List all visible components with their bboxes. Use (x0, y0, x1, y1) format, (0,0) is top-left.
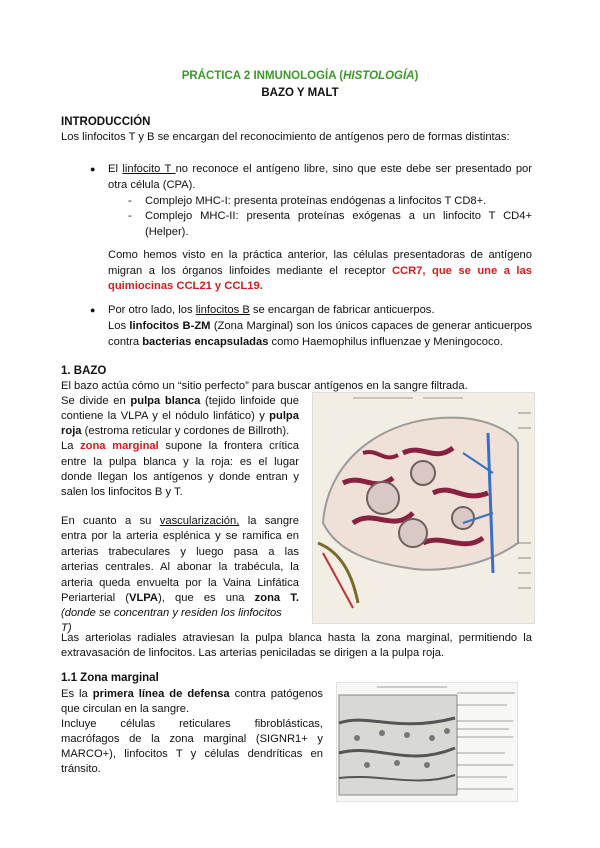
dash-1: - (128, 195, 132, 207)
vasc-l3: arterias trabeculares y luego pasa a las (61, 546, 299, 558)
zona-l1: Es la primera línea de defensa contra patógenos (61, 688, 323, 700)
marginal-zone-figure (336, 682, 518, 802)
arteriolas-l1: Las arteriolas radiales atraviesan la pulpa blanca hasta la zona marginal, permitiendo la (61, 632, 532, 644)
document-subtitle: BAZO Y MALT (261, 87, 339, 99)
bazo-l8: salen los linfocitos B y T. (61, 486, 183, 498)
arteriolas-l2: extravasación de linfocitos. Las arterias peniciladas se dirigen a la pulpa roja. (61, 647, 445, 659)
intro-heading: INTRODUCCIÓN (61, 116, 151, 128)
bazo-heading: 1. BAZO (61, 365, 107, 377)
zona-l4: macrófagos de la zona marginal (SIGNR1+ y (61, 733, 323, 745)
vasc-l2: entra por la arteria esplénica y se ramifica en (61, 530, 299, 542)
intro-paragraph: Los linfocitos T y B se encargan del reconocimiento de antígenos pero de formas distintas: (61, 131, 510, 143)
bazo-l2: Se divide en pulpa blanca (tejido linfoide que (61, 395, 299, 407)
zona-l3: Incluye células reticulares fibroblásticas, (61, 718, 323, 730)
bazo-l6: entre la pulpa blanca y la roja: es el lugar (61, 456, 299, 468)
bullet-dot-1: ● (90, 164, 96, 174)
spleen-illustration-icon (313, 393, 534, 623)
linfocitos-b-zm-l2: contra bacterias encapsuladas como Haemophilus influenzae y Meningococo. (108, 336, 503, 348)
mhc-i-item: Complejo MHC-I: presenta proteínas endógenas a linfocitos T CD8+. (145, 195, 487, 207)
bazo-l3: contiene la VLPA y el nódulo linfático) y pulpa (61, 410, 299, 422)
zona-l6: tránsito. (61, 763, 101, 775)
zona-marginal-heading: 1.1 Zona marginal (61, 672, 159, 684)
dash-2: - (128, 210, 132, 222)
vasc-l8: T) (61, 622, 72, 634)
mhc-ii-item-cont: (Helper). (145, 226, 189, 238)
vasc-l6: Periarterial (VLPA), que es una zona T. (61, 592, 299, 604)
bazo-l4: roja (estroma reticular y cordones de Billroth). (61, 425, 290, 437)
cpa-paragraph-l3: quimiocinas CCL21 y CCL19. (108, 280, 263, 292)
cpa-paragraph-l2: migran a los órganos linfoides mediante el receptor CCR7, que se une a las (108, 265, 532, 277)
marginal-zone-illustration-icon (337, 683, 517, 801)
vasc-l5: arteria queda envuelta por la Vaina Linfática (61, 577, 299, 589)
linfocitos-b-zm-l1: Los linfocitos B-ZM (Zona Marginal) son los únicos capaces de generar anticuerpos (108, 320, 532, 332)
vasc-l4: arterias centrales. Al abonar la trabécula, la (61, 561, 299, 573)
bazo-l7: donde llegan los antígenos y donde entran y (61, 471, 299, 483)
document-title: PRÁCTICA 2 INMUNOLOGÍA (HISTOLOGÍA) (181, 70, 419, 82)
bazo-intro: El bazo actúa cómo un “sitio perfecto” para buscar antígenos en la sangre filtrada. (61, 380, 468, 392)
cpa-paragraph-l1: Como hemos visto en la práctica anterior, las células presentadoras de antígeno (108, 249, 532, 261)
vasc-l1: En cuanto a su vascularización, la sangre (61, 515, 299, 527)
bullet-linfocito-t: El linfocito T no reconoce el antígeno libre, sino que este debe ser presentado por (108, 163, 533, 175)
mhc-ii-item: Complejo MHC-II: presenta proteínas exógenas a un linfocito T CD4+ (145, 210, 532, 222)
spleen-histology-figure (312, 392, 535, 624)
zona-l5: MARCO+), linfocitos T y células dendríticas en (61, 748, 323, 760)
zona-l2: que circulan en la sangre. (61, 703, 190, 715)
bullet-linfocitos-b: Por otro lado, los linfocitos B se encargan de fabricar anticuerpos. (108, 304, 435, 316)
vasc-l7: (donde se concentran y residen los linfocitos (61, 607, 282, 619)
bazo-l5: La zona marginal supone la frontera crítica (61, 440, 299, 452)
bullet-dot-2: ● (90, 305, 96, 315)
bullet-linfocito-t-cont: otra célula (CPA). (108, 179, 196, 191)
